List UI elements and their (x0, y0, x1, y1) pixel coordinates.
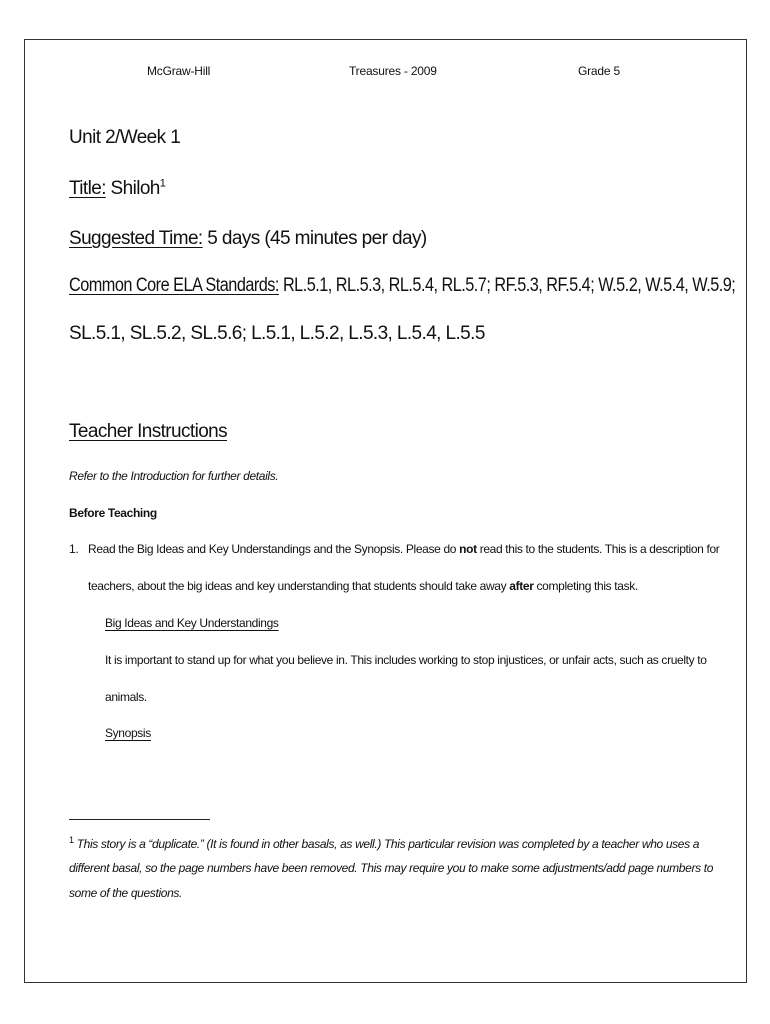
item-1-line-1 (88, 542, 719, 556)
footnote-divider (69, 819, 210, 820)
item-1-text-c: teachers, about the big ideas and key understanding that students should take away (88, 579, 510, 593)
standards-line-1 (69, 275, 735, 297)
suggested-time-line (69, 228, 427, 250)
standards-line-2: SL.5.1, SL.5.2, SL.5.6; L.5.1, L.5.2, L.5.3, L.5.4, L.5.5 (69, 323, 485, 344)
big-ideas-line-1: It is important to stand up for what you believe in. This includes working to stop injustices, or unfair acts, such as cruelty to (105, 653, 707, 667)
header-publisher: McGraw-Hill (147, 64, 211, 78)
footnote-line-2: different basal, so the page numbers have been removed. This may require you to make some adjustments/add page numbers to (69, 861, 714, 875)
footnote-line-3: some of the questions. (69, 886, 183, 900)
item-1-text-b: read this to the students. This is a description for (476, 542, 720, 556)
standards-label: Common Core ELA Standards: (69, 275, 279, 296)
header-grade: Grade 5 (578, 64, 620, 78)
unit-week: Unit 2/Week 1 (69, 127, 181, 148)
suggested-time-label: Suggested Time: (69, 228, 203, 249)
header-series: Treasures - 2009 (349, 64, 437, 78)
item-1-emphasis-not: not (459, 542, 477, 556)
instructions-intro: Refer to the Introduction for further details. (69, 469, 279, 483)
item-1-text-a: Read the Big Ideas and Key Understandings and the Synopsis. Please do (88, 542, 460, 556)
item-1-number: 1. (69, 542, 79, 556)
big-ideas-heading: Big Ideas and Key Understandings (105, 616, 279, 630)
footnote-text-1: This story is a “duplicate.” (It is found in other basals, as well.) This particular revision was completed by a teacher who uses a (73, 837, 700, 851)
title-value: Shiloh (105, 178, 160, 199)
footnote-number: 1 (69, 835, 74, 845)
standards-value-1: RL.5.1, RL.5.3, RL.5.4, RL.5.7; RF.5.3, RF.5.4; W.5.2, W.5.4, W.5.9; (278, 275, 736, 296)
item-1-emphasis-after: after (509, 579, 534, 593)
synopsis-heading: Synopsis (105, 726, 151, 740)
footnote-line-1 (69, 835, 699, 851)
title-label: Title: (69, 178, 106, 199)
suggested-time-value: 5 days (45 minutes per day) (202, 228, 427, 249)
teacher-instructions-heading: Teacher Instructions (69, 421, 228, 442)
item-1-text-d: completing this task. (533, 579, 638, 593)
title-line (69, 178, 165, 200)
before-teaching-heading: Before Teaching (69, 506, 157, 520)
big-ideas-line-2: animals. (105, 690, 147, 704)
title-footnote-ref[interactable]: 1 (159, 177, 166, 190)
item-1-line-2 (88, 579, 638, 593)
